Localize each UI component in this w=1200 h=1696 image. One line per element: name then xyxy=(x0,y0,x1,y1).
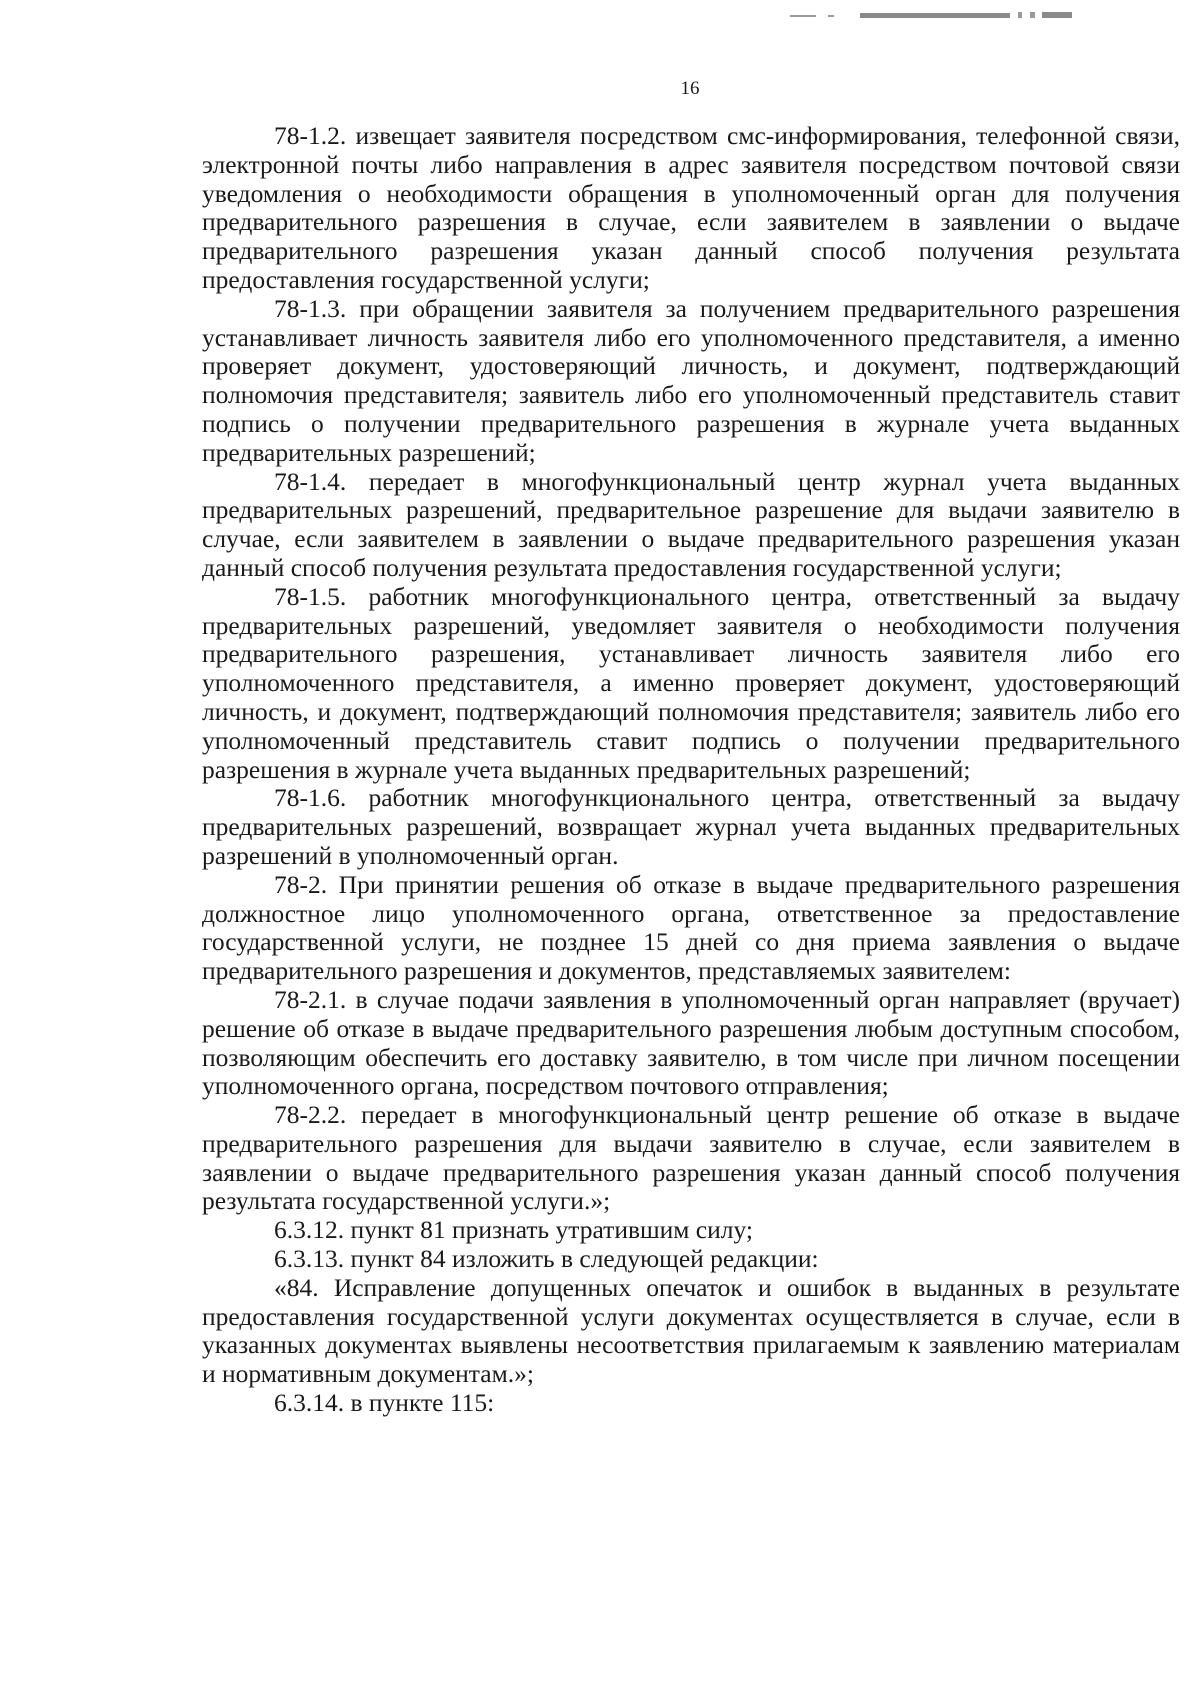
paragraph-78-2-1: 78-2.1. в случае подачи заявления в уполномоченный орган направляет (вручает) решение об отказе в выдаче предварительного разрешения любым доступным способом, позволяющим обеспечить его доставку заявителю, в том числе при личном посещении уполномоченного органа, посредством почтового отправления; xyxy=(202,984,1180,1101)
paragraph-78-1-2: 78-1.2. извещает заявителя посредством смс-информирования, телефонной связи, электронной почты либо направления в адрес заявителя посредством почтовой связи уведомления о необходимости обращения в уполномоченный орган для получения предварительного разрешения в случае, если заявителем в заявлении о выдаче предварительного разрешения указан данный способ получения результата предоставления государственной услуги; xyxy=(202,121,1180,294)
paragraph-78-1-4: 78-1.4. передает в многофункциональный центр журнал учета выданных предварительных разрешений, предварительное разрешение для выдачи заявителю в случае, если заявителем в заявлении о выдаче предварительного разрешения указан данный способ получения результата предоставления государственной услуги; xyxy=(202,466,1180,582)
paragraph-78-2: 78-2. При принятии решения об отказе в выдаче предварительного разрешения должностное лицо уполномоченного органа, ответственное за предоставление государственной услуги, не позднее 15 дней со дня приема заявления о выдаче предварительного разрешения и документов, представляемых заявителем: xyxy=(202,869,1180,986)
paragraph-6-3-14: 6.3.14. в пункте 115: xyxy=(274,1388,495,1418)
paragraph-78-2-2: 78-2.2. передает в многофункциональный центр решение об отказе в выдаче предварительного разрешения для выдачи заявителю в случае, если заявителем в заявлении о выдаче предварительного разрешения указан данный способ получения результата государственной услуги.»; xyxy=(202,1100,1180,1216)
paragraph-6-3-13: 6.3.13. пункт 84 изложить в следующей редакции: xyxy=(274,1244,819,1274)
paragraph-84: «84. Исправление допущенных опечаток и ошибок в выданных в результате предоставления государственной услуги документах осуществляется в случае, если в указанных документах выявлены несоответствия прилагаемым к заявлению материалам и нормативным документам.»; xyxy=(202,1272,1180,1389)
page-number: 16 xyxy=(680,78,700,99)
document-body xyxy=(202,122,1180,1418)
paragraph-78-1-3: 78-1.3. при обращении заявителя за получением предварительного разрешения устанавливает личность заявителя либо его уполномоченного представителя, а именно проверяет документ, удостоверяющий личность, и документ, подтверждающий полномочия представителя; заявитель либо его уполномоченный представитель ставит подпись о получении предварительного разрешения в журнале учета выданных предварительных разрешений; xyxy=(202,293,1180,467)
paragraph-78-1-6: 78-1.6. работник многофункционального центра, ответственный за выдачу предварительных разрешений, возвращает журнал учета выданных предварительных разрешений в уполномоченный орган. xyxy=(202,783,1180,870)
scan-artifact xyxy=(790,10,1130,20)
paragraph-6-3-12: 6.3.12. пункт 81 признать утратившим силу; xyxy=(274,1215,753,1245)
paragraph-78-1-5: 78-1.5. работник многофункционального центра, ответственный за выдачу предварительных разрешений, уведомляет заявителя о необходимости получения предварительного разрешения, устанавливает личность заявителя либо его уполномоченного представителя, а именно проверяет документ, удостоверяющий личность, и документ, подтверждающий полномочия представителя; заявитель либо его уполномоченный представитель ставит подпись о получении предварительного разрешения в журнале учета выданных предварительных разрешений; xyxy=(202,581,1180,784)
